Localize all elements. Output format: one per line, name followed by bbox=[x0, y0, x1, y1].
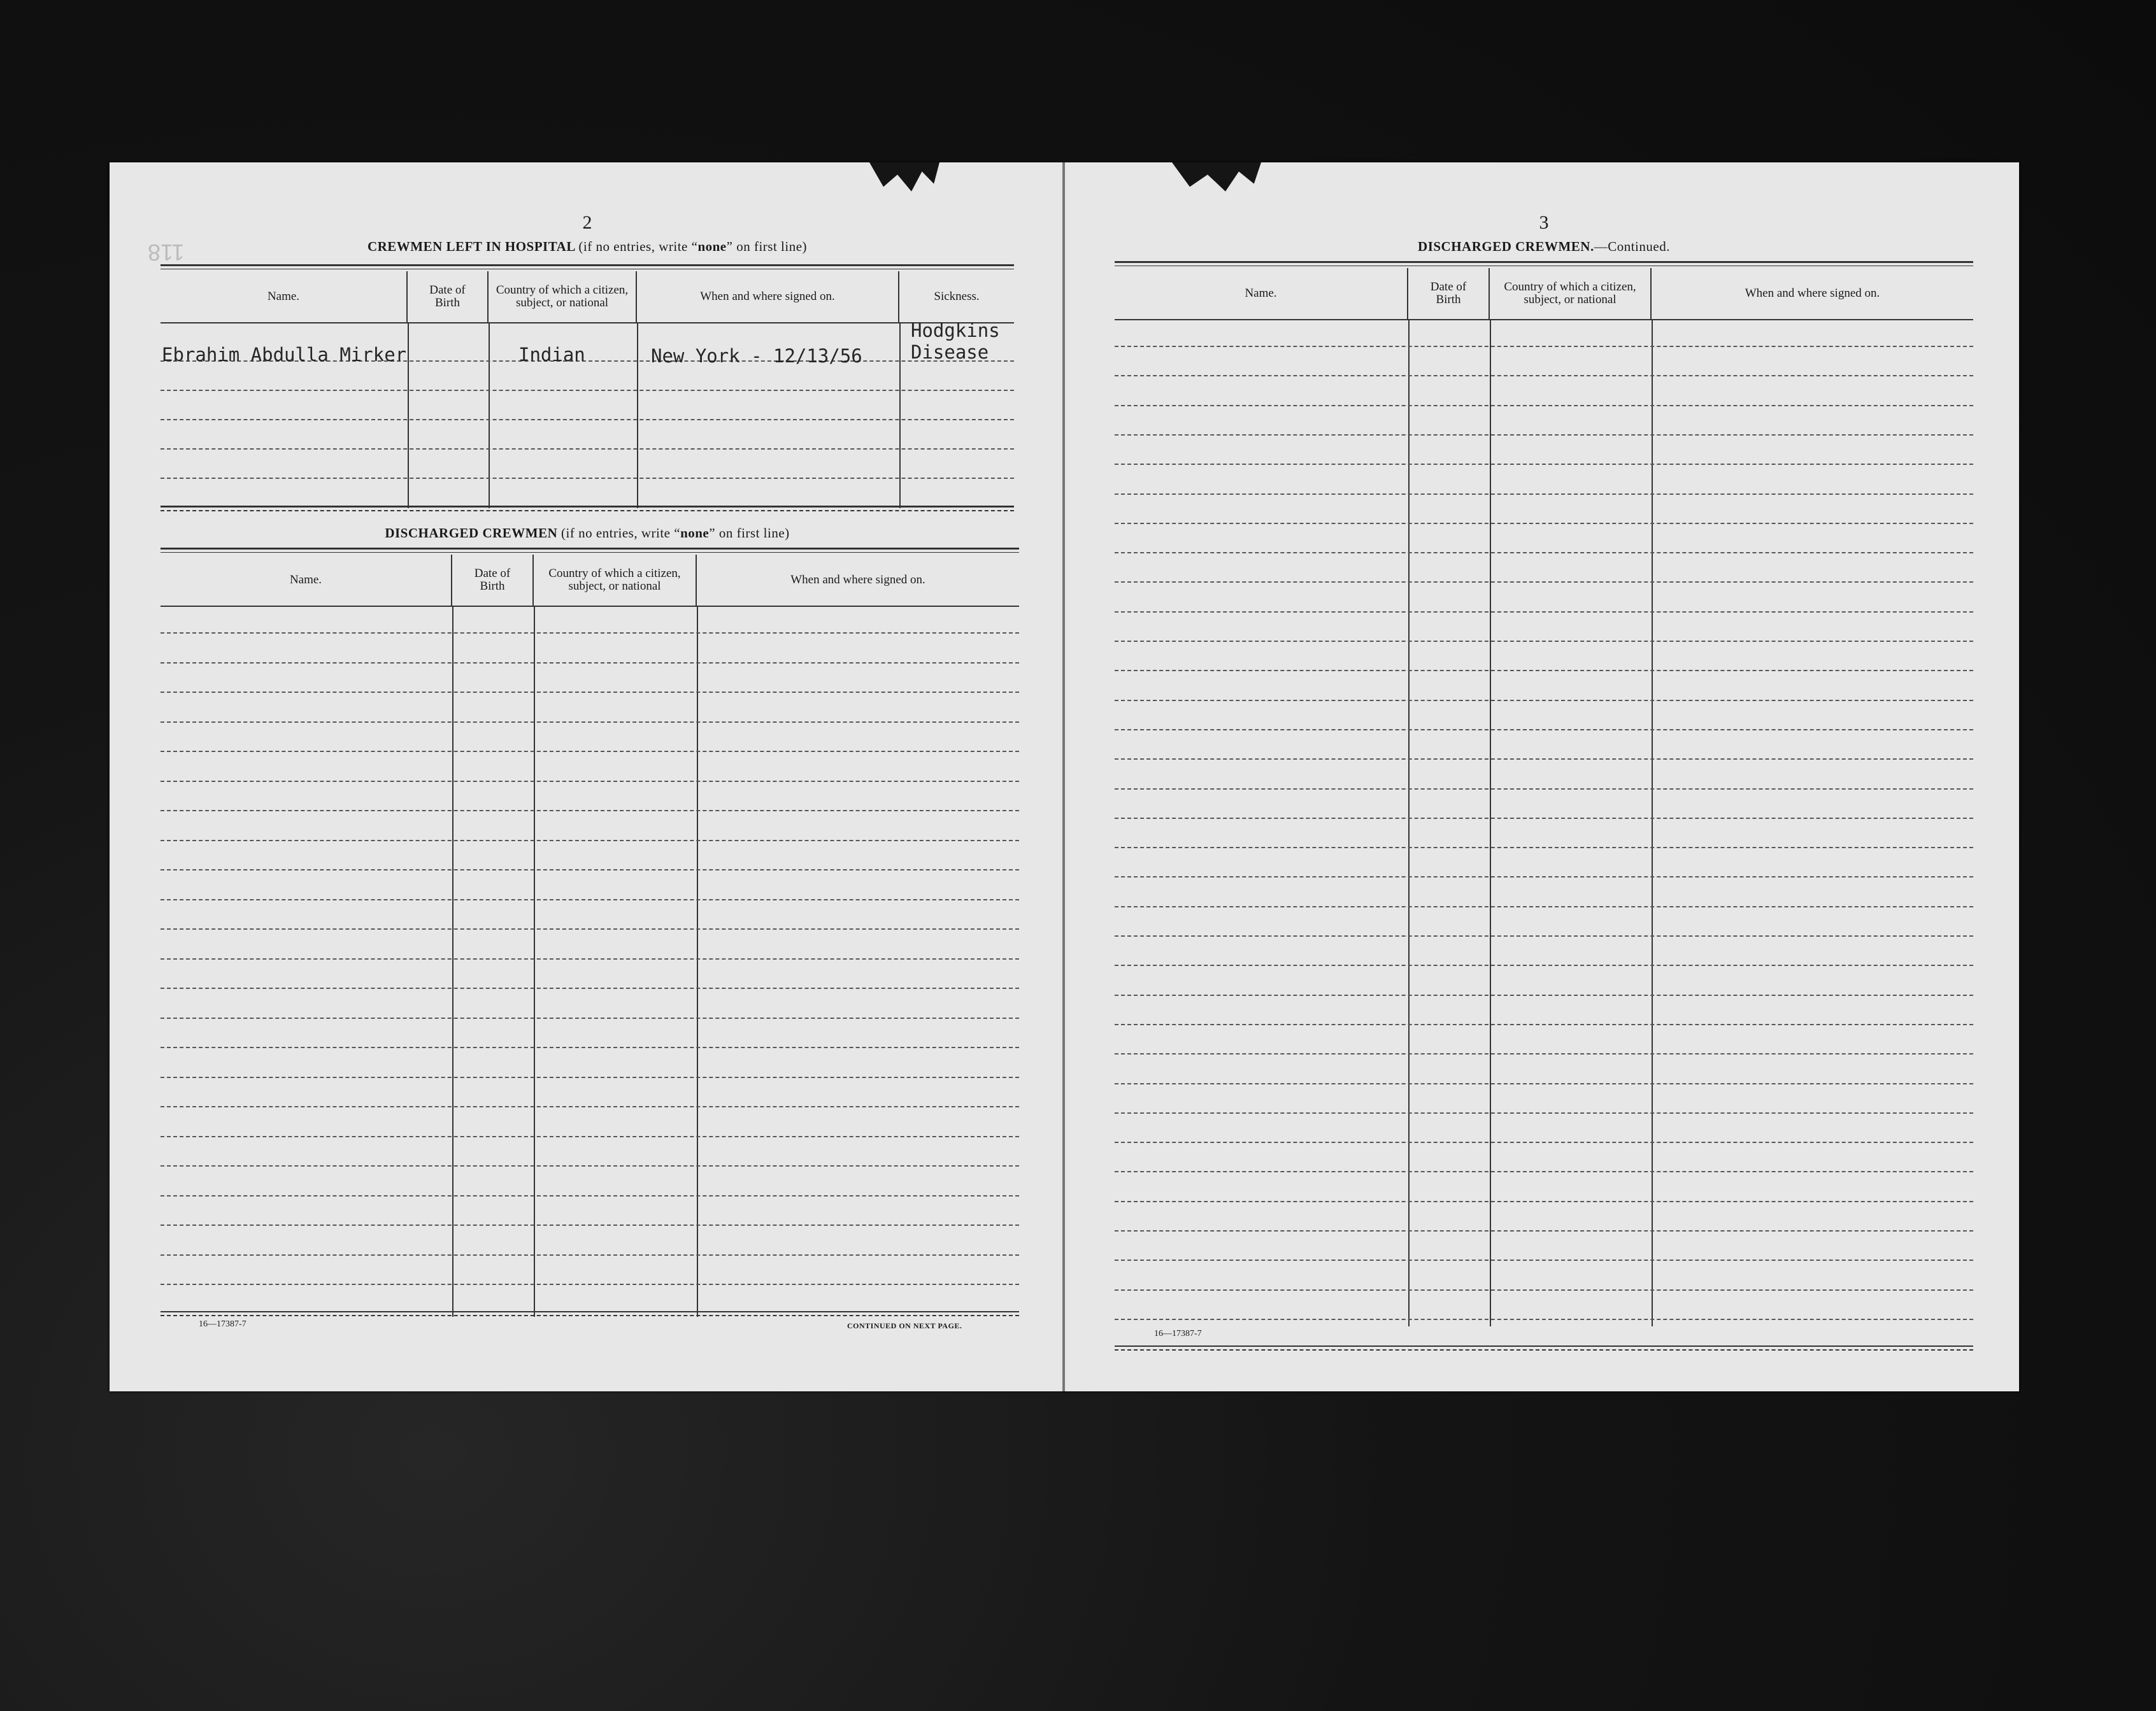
table-row-line bbox=[161, 1106, 1019, 1107]
table-row-line bbox=[1115, 434, 1973, 436]
table-row-line bbox=[161, 692, 1019, 693]
table-row-line bbox=[161, 1254, 1019, 1256]
col-header-name: Name. bbox=[161, 555, 452, 606]
table-row-line bbox=[1115, 935, 1973, 937]
col-header-signed-on: When and where signed on. bbox=[790, 573, 925, 586]
discharged-table-body bbox=[161, 607, 1019, 1317]
entry-country: Indian bbox=[518, 344, 585, 366]
col-header-name: Name. bbox=[1115, 268, 1408, 319]
table-row-line bbox=[1115, 788, 1973, 790]
table-row-line bbox=[1115, 641, 1973, 642]
table-row-line bbox=[161, 958, 1019, 960]
continued-note: CONTINUED ON NEXT PAGE. bbox=[847, 1321, 962, 1330]
col-header-dob: Date of Birth bbox=[1408, 268, 1490, 319]
table-row-line bbox=[1115, 995, 1973, 996]
table-row-line bbox=[161, 810, 1019, 811]
table-row-line bbox=[1115, 1319, 1973, 1320]
table-bottom-rule bbox=[1115, 1345, 1973, 1347]
table-row-line bbox=[161, 1018, 1019, 1019]
table-row-line bbox=[161, 840, 1019, 841]
discharged-continued-body bbox=[1115, 320, 1973, 1326]
col-header-dob: Date of Birth bbox=[408, 271, 489, 322]
table-row-line bbox=[161, 928, 1019, 930]
table-row-line bbox=[161, 1225, 1019, 1226]
page-number: 3 bbox=[1539, 212, 1549, 233]
table-row-line bbox=[1115, 405, 1973, 406]
col-header-country: Country of which a citizen, subject, or national bbox=[534, 555, 697, 606]
table-row-line bbox=[1115, 876, 1973, 877]
entry-signed-on: New York - 12/13/56 bbox=[651, 345, 862, 367]
table-row-line bbox=[1115, 1260, 1973, 1261]
table-row-line bbox=[161, 781, 1019, 782]
table-row-line bbox=[1115, 1201, 1973, 1202]
table-row-line bbox=[1115, 729, 1973, 730]
table-bottom-rule bbox=[161, 1311, 1019, 1312]
table-row-line bbox=[161, 1047, 1019, 1048]
table-row-line bbox=[161, 662, 1019, 664]
left-page bbox=[148, 162, 1014, 1391]
table-row-line bbox=[1115, 346, 1973, 347]
table-row-line bbox=[1115, 375, 1973, 376]
hospital-table-body bbox=[161, 320, 1014, 508]
table-row-line bbox=[1115, 1171, 1973, 1172]
form-code: 16—17387-7 bbox=[199, 1319, 246, 1329]
right-page bbox=[1115, 162, 1973, 1391]
table-row-line bbox=[161, 1195, 1019, 1196]
entry-sickness-line1: Hodgkins bbox=[911, 320, 1000, 341]
table-row-line bbox=[1115, 818, 1973, 819]
table-row-line bbox=[161, 1165, 1019, 1167]
table-row-line bbox=[1115, 1142, 1973, 1143]
page-number: 2 bbox=[582, 212, 592, 233]
table-row-line bbox=[1115, 1230, 1973, 1232]
table-row-line bbox=[1115, 1112, 1973, 1114]
table-row-line bbox=[161, 632, 1019, 634]
table-row-line bbox=[1115, 1083, 1973, 1084]
discharged-table bbox=[161, 548, 1019, 1317]
table-row-line bbox=[161, 1284, 1019, 1285]
table-row-line bbox=[1115, 523, 1973, 524]
col-header-dob: Date of Birth bbox=[452, 555, 534, 606]
table-row-line bbox=[1115, 758, 1973, 760]
table-row-line bbox=[161, 721, 1019, 723]
table-row-line bbox=[161, 1136, 1019, 1137]
col-header-sickness: Sickness. bbox=[934, 290, 980, 303]
hospital-table bbox=[161, 264, 1014, 508]
col-header-signed-on: When and where signed on. bbox=[1745, 287, 1880, 300]
hospital-section-title: CREWMEN LEFT IN HOSPITAL (if no entries, write “none” on first line) bbox=[367, 239, 808, 254]
table-row-line bbox=[1115, 1289, 1973, 1291]
table-row-line bbox=[1115, 700, 1973, 701]
table-row-line bbox=[161, 869, 1019, 870]
entry-sickness-line2: Disease bbox=[911, 341, 989, 363]
col-header-name: Name. bbox=[161, 271, 408, 322]
col-header-country: Country of which a citizen, subject, or national bbox=[1490, 268, 1652, 319]
page-stamp: 118 bbox=[148, 239, 185, 266]
table-row-line bbox=[1115, 611, 1973, 613]
table-row-line bbox=[1115, 552, 1973, 553]
discharged-continued-header bbox=[1115, 268, 1973, 320]
col-header-signed-on: When and where signed on. bbox=[637, 271, 899, 322]
entry-name: Ebrahim Abdulla Mirker bbox=[162, 344, 407, 366]
table-row-line bbox=[161, 899, 1019, 900]
table-row-line bbox=[161, 988, 1019, 989]
table-row-line bbox=[1115, 670, 1973, 671]
hospital-table-header bbox=[161, 271, 1014, 323]
table-row-line bbox=[1115, 965, 1973, 966]
page-fold bbox=[1062, 162, 1065, 1391]
table-row-line bbox=[1115, 1024, 1973, 1025]
table-row-line bbox=[1115, 493, 1973, 495]
table-row-line bbox=[1115, 906, 1973, 907]
discharged-section-title: DISCHARGED CREWMEN (if no entries, write “none” on first line) bbox=[385, 525, 790, 541]
table-row-line bbox=[1115, 581, 1973, 583]
right-section-title: DISCHARGED CREWMEN.—Continued. bbox=[1418, 239, 1670, 254]
discharged-table-header bbox=[161, 555, 1019, 607]
table-row-line bbox=[1115, 464, 1973, 465]
col-header-country: Country of which a citizen, subject, or national bbox=[489, 271, 637, 322]
table-row-line bbox=[1115, 1053, 1973, 1054]
form-code: 16—17387-7 bbox=[1154, 1329, 1202, 1338]
table-row-line bbox=[161, 751, 1019, 752]
table-row-line bbox=[1115, 847, 1973, 848]
table-row-line bbox=[161, 1077, 1019, 1078]
discharged-continued-table bbox=[1115, 261, 1973, 1326]
